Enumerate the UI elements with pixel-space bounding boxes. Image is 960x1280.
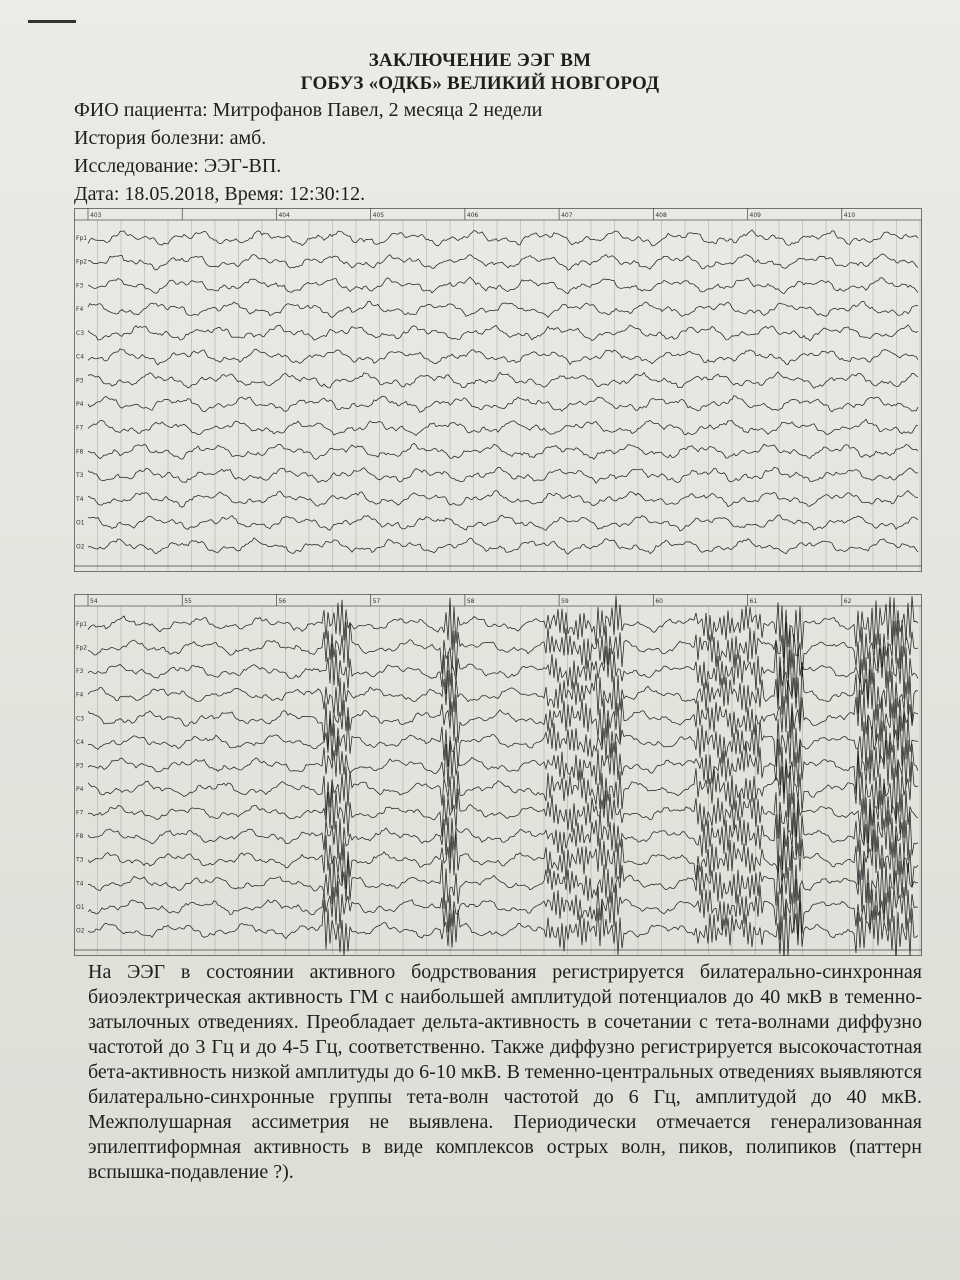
channel-label: P3 [76,762,84,770]
eeg-trace [88,851,918,914]
channel-label: O2 [76,543,85,551]
pen-mark [28,20,76,23]
channel-label: O1 [76,903,85,911]
second-mark-label: 54 [90,598,98,605]
second-mark-label: 57 [372,598,381,605]
patient-line: ФИО пациента: Митрофанов Павел, 2 месяца 2 недели [74,99,543,121]
eeg-trace [88,301,918,317]
channel-label: Fp1 [76,621,88,628]
channel-label: C3 [76,329,85,337]
eeg-trace [88,444,918,460]
second-mark-label: 60 [655,598,663,605]
second-mark-label: 61 [749,598,758,605]
datetime-line: Дата: 18.05.2018, Время: 12:30:12. [74,183,366,205]
eeg-trace [88,372,918,388]
channel-label: F8 [76,833,84,841]
channel-label: F3 [76,282,84,290]
channel-label: F4 [76,691,84,699]
eeg-trace [88,830,918,890]
channel-label: P4 [76,786,84,793]
channel-label: T4 [76,880,84,888]
eeg-trace [88,467,918,483]
second-mark-label: 408 [655,212,667,219]
channel-label: F4 [76,306,84,314]
second-mark-label: 58 [466,598,475,605]
channel-label: F3 [76,668,84,676]
history-line: История болезни: амб. [74,127,267,149]
eeg-strip-1 [74,208,922,572]
second-mark-label: 55 [184,598,192,605]
channel-label: F8 [76,448,84,456]
channel-label: Fp2 [76,258,88,266]
channel-label: T3 [76,472,84,480]
second-mark-label: 62 [843,598,852,605]
eeg-strip-2 [74,594,922,956]
second-mark-label: 59 [561,598,569,605]
channel-label: O2 [76,927,85,935]
second-mark-label: 409 [749,212,762,219]
channel-label: Fp2 [76,644,88,652]
eeg-strip-1-graph [74,208,922,572]
channel-label: Fp1 [76,235,88,242]
second-mark-label: 406 [466,212,479,219]
channel-label: C4 [76,738,85,746]
eeg-trace [88,801,918,873]
channel-label: T4 [76,495,84,503]
institution-title: ГОБУЗ «ОДКБ» ВЕЛИКИЙ НОВГОРОД [300,73,660,94]
eeg-trace [88,325,918,341]
channel-label: C3 [76,715,85,723]
channel-label: F7 [76,424,84,432]
channel-label: F7 [76,809,84,817]
channel-label: O1 [76,519,85,527]
eeg-trace [88,491,918,508]
eeg-trace [88,538,918,554]
eeg-strip-2-graph [74,594,922,956]
eeg-trace [88,277,918,294]
eeg-trace [88,396,918,413]
second-mark-label: 404 [278,212,290,219]
second-mark-label: 407 [561,212,573,219]
second-mark-label: 56 [278,598,287,605]
eeg-trace [88,254,918,270]
channel-label: P3 [76,377,84,385]
second-mark-label: 405 [372,212,385,219]
conclusion-text: На ЭЭГ в состоянии активного бодрствования регистрируется билатерально-синхронная биоэлектрическая активность ГМ с наибольшей амплитудой потенциалов до 40 мкВ в теменно-затылочных отведениях. Преобладает дельта-активность в сочетании с тета-волнами диффузно частотой до 3 Гц и до 4-5 Гц, соответственно. Также диффузно регистрируется высокочастотная бета-активность низкой амплитуды до 6-10 мкВ. В теменно-центральных отведениях выявляются билатерально-синхронные группы тета-волн частотой до 6 Гц, амплитудой до 40 мкВ. Межполушарная ассиметрия не выявлена. Периодически отмечается генерализованная эпилептиформная активность в виде комплексов острых волн, пиков, полипиков (паттерн вспышка-подавление ?). [88,961,922,1183]
eeg-trace [88,419,918,435]
report-title: ЗАКЛЮЧЕНИЕ ЭЭГ ВМ [368,50,592,71]
channel-label: T3 [76,856,84,864]
eeg-trace [88,349,918,365]
eeg-trace [88,900,918,956]
eeg-trace [88,230,918,246]
eeg-trace [88,515,918,531]
channel-label: C4 [76,353,85,361]
study-line: Исследование: ЭЭГ-ВП. [74,155,282,177]
channel-label: P4 [76,401,84,408]
second-mark-label: 403 [90,212,102,219]
second-mark-label: 410 [843,212,856,219]
